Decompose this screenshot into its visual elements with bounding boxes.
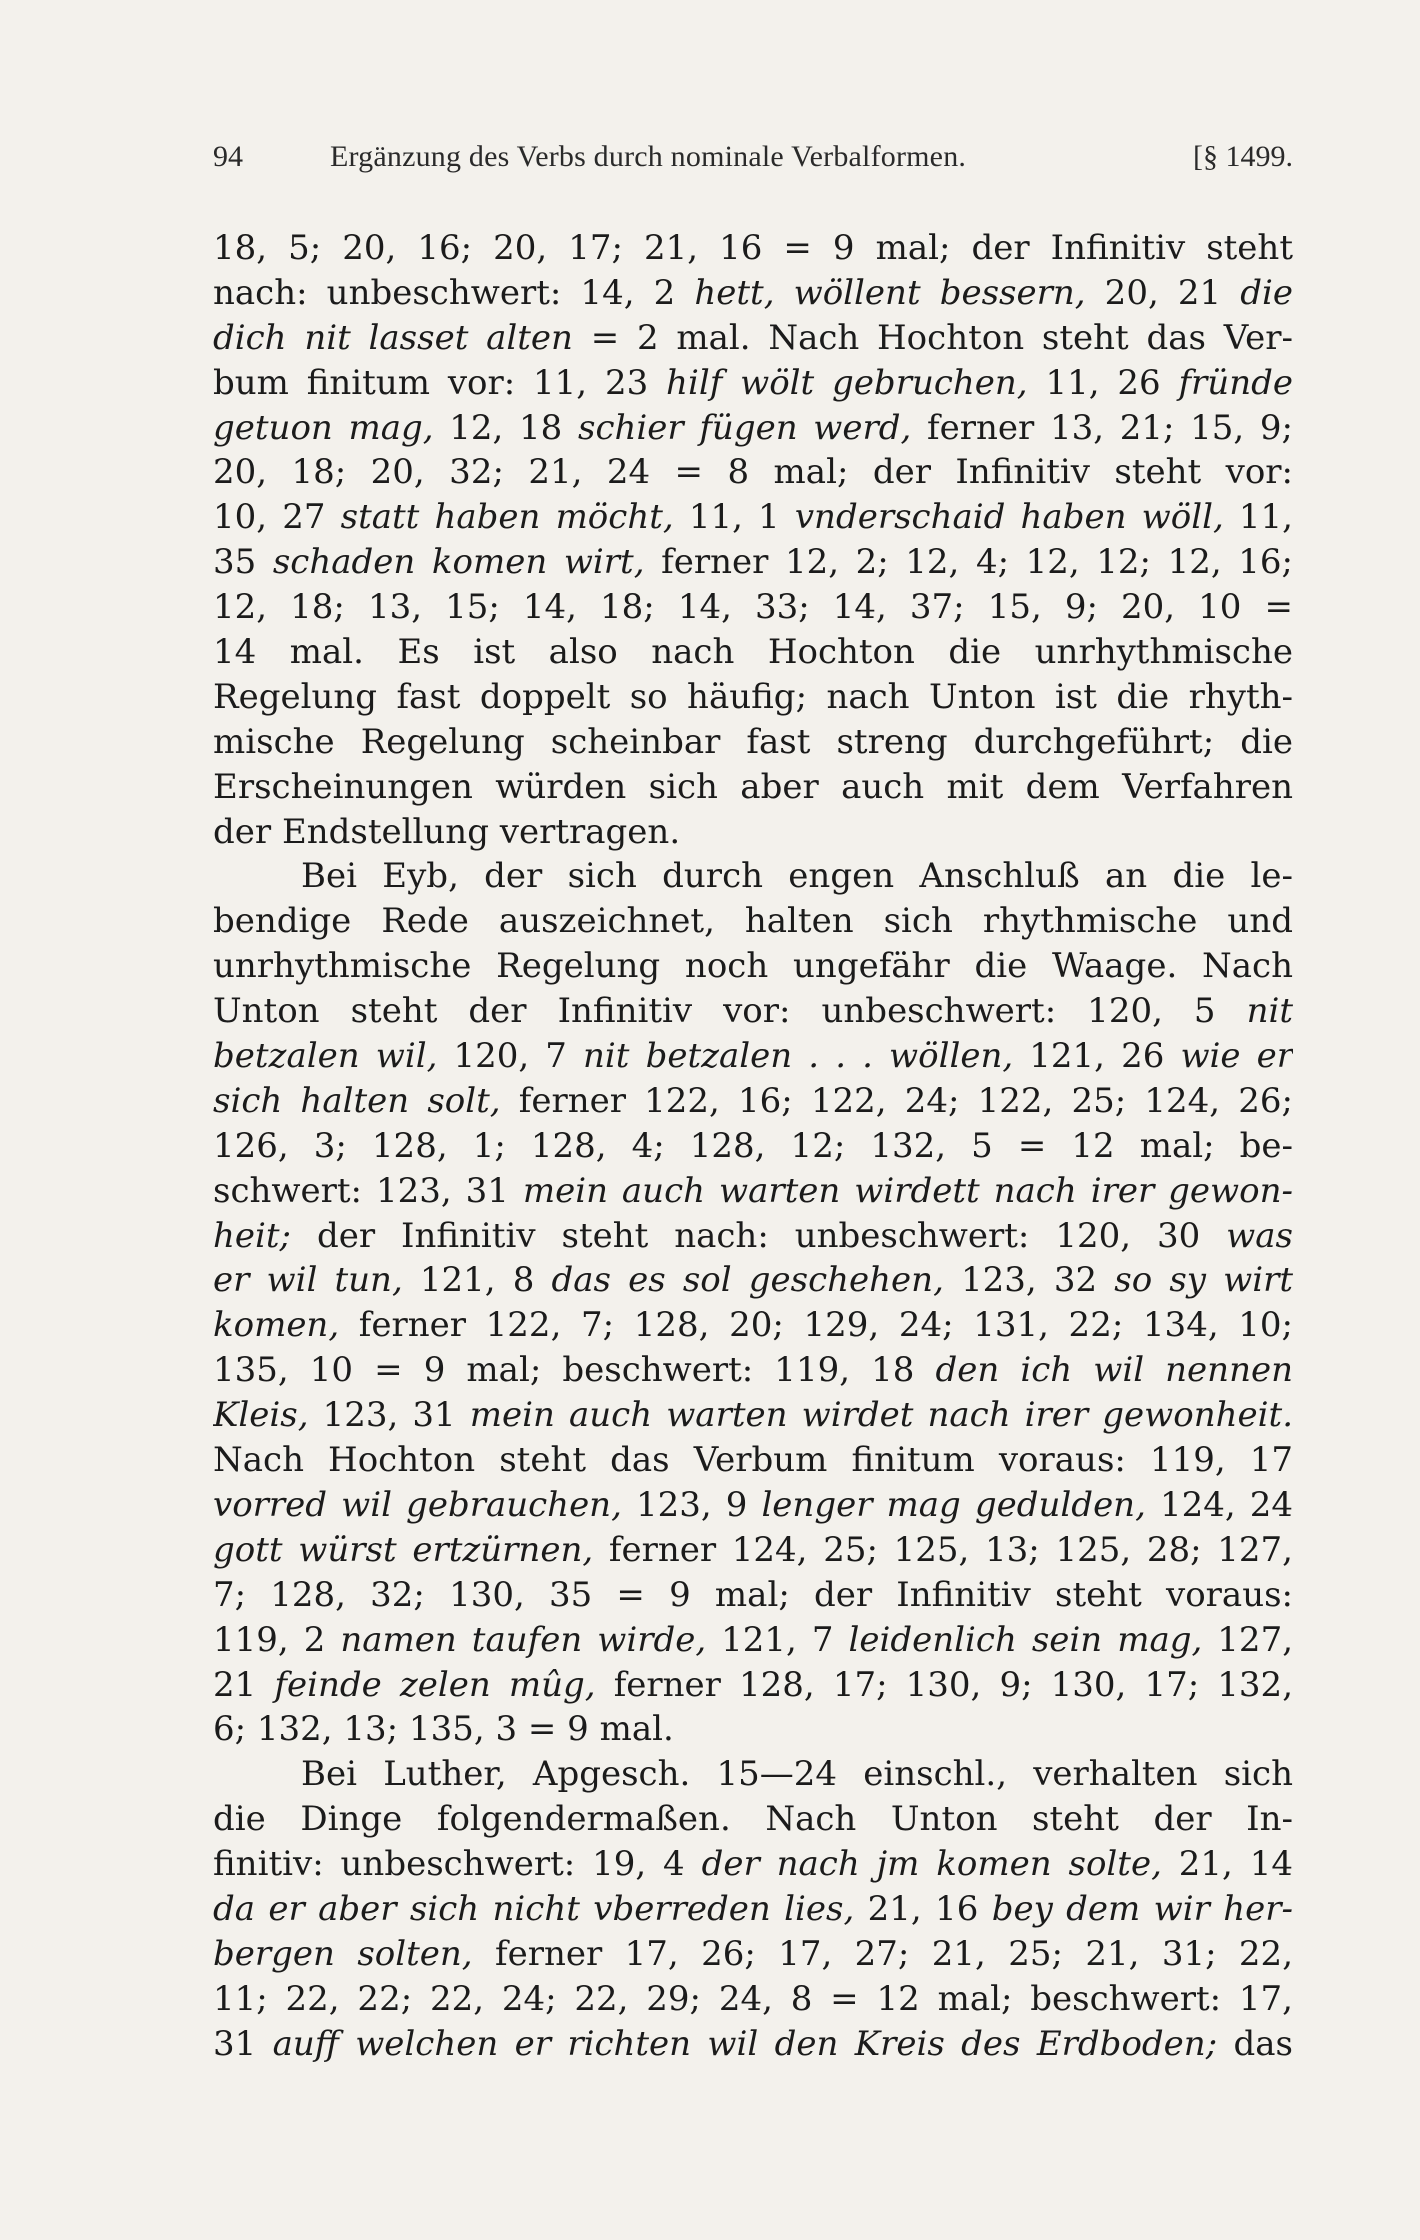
text-line — [213, 361, 1293, 406]
italic-quote: fründe — [1178, 362, 1293, 403]
text-line — [213, 540, 1293, 585]
running-title: Ergänzung des Verbs durch nominale Verbalformen. — [330, 140, 967, 173]
text-run: 123, 9 — [621, 1484, 762, 1525]
text-line — [213, 1303, 1293, 1348]
text-run: 18, 5; 20, 16; 20, 17; 21, 16 = 9 mal; der Infinitiv steht — [213, 228, 1293, 268]
text-line — [213, 406, 1293, 451]
italic-quote: leidenlich sein mag, — [848, 1619, 1203, 1660]
italic-quote: heit; — [213, 1215, 292, 1256]
text-run: = 2 mal. Nach Hochton steht das Ver- — [572, 317, 1293, 358]
text-run: 12, 18; 13, 15; 14, 18; 14, 33; 14, 37; 15, 9; 20, 10 = — [213, 587, 1293, 628]
text-run: nach: unbeschwert: 14, 2 — [213, 272, 695, 313]
text-run: 126, 3; 128, 1; 128, 4; 128, 12; 132, 5 = 12 mal; be- — [213, 1125, 1293, 1166]
italic-quote: lenger mag gedulden, — [761, 1484, 1146, 1525]
text-run: 21 — [213, 1664, 275, 1705]
italic-quote: die — [1240, 272, 1293, 313]
italic-quote: komen, — [213, 1305, 340, 1346]
text-line — [213, 720, 1293, 765]
text-line — [213, 316, 1293, 361]
italic-quote: wie er — [1180, 1036, 1293, 1077]
text-run: 21, 16 — [854, 1888, 992, 1929]
text-line — [213, 585, 1293, 630]
text-line — [213, 989, 1293, 1034]
text-run: 11, — [1223, 497, 1293, 538]
text-run: ferner 128, 17; 130, 9; 130, 17; 132, — [595, 1664, 1293, 1705]
text-run: 119, 2 — [213, 1619, 341, 1660]
text-run: 21, 14 — [1161, 1844, 1293, 1885]
text-line — [213, 1348, 1293, 1393]
text-run: Nach Hochton steht das Verbum finitum voraus: 119, 17 — [213, 1440, 1293, 1481]
italic-quote: was — [1226, 1215, 1293, 1256]
text-line — [213, 1932, 1293, 1977]
text-run: ferner 17, 26; 17, 27; 21, 25; 21, 31; 22, — [472, 1933, 1293, 1974]
italic-quote: das es sol geschehen, — [551, 1260, 944, 1301]
text-run: die Dinge folgendermaßen. Nach Unton steht der In- — [213, 1799, 1293, 1840]
italic-quote: er wil tun, — [213, 1260, 403, 1301]
text-line — [213, 1887, 1293, 1932]
italic-quote: schaden komen wirt, — [272, 542, 645, 583]
text-run: 135, 10 = 9 mal; beschwert: 119, 18 — [213, 1350, 936, 1391]
text-line — [213, 226, 1293, 271]
body-text — [213, 226, 1293, 2067]
text-line — [213, 675, 1293, 720]
italic-quote: sich halten solt, — [213, 1080, 501, 1121]
italic-quote: bergen solten, — [213, 1933, 473, 1974]
text-run: Bei Eyb, der sich durch engen Anschluß an die le- — [301, 856, 1293, 897]
text-line — [213, 1079, 1293, 1124]
text-run: der Endstellung vertragen. — [213, 811, 681, 852]
text-line — [213, 1124, 1293, 1169]
text-line — [213, 2022, 1293, 2067]
text-run: 20, 21 — [1085, 272, 1241, 313]
text-run: ferner 13, 21; 15, 9; — [911, 407, 1293, 448]
text-run: 6; 132, 13; 135, 3 = 9 mal. — [213, 1709, 674, 1750]
text-line — [213, 1618, 1293, 1663]
text-run: Bei Luther, Apgesch. 15—24 einschl., verhalten sich — [301, 1754, 1293, 1795]
text-run: 121, 26 — [1013, 1036, 1181, 1077]
italic-quote: namen taufen wirde, — [340, 1619, 707, 1660]
text-run: schwert: 123, 31 — [213, 1170, 523, 1211]
text-run: unrhythmische Regelung noch ungefähr die Waage. Nach — [213, 946, 1293, 987]
italic-quote: feinde zelen mûg, — [274, 1664, 596, 1705]
italic-quote: getuon mag, — [213, 407, 434, 448]
text-run: 121, 7 — [706, 1619, 849, 1660]
text-run: der Infinitiv steht nach: unbeschwert: 120, 30 — [291, 1215, 1227, 1256]
text-line — [213, 765, 1293, 810]
text-run: Regelung fast doppelt so häufig; nach Unton ist die rhyth- — [213, 676, 1293, 717]
text-line — [213, 1663, 1293, 1708]
text-run: 10, 27 — [213, 497, 341, 538]
section-reference: [§ 1499. — [1193, 140, 1293, 173]
text-run: 31 — [213, 2023, 273, 2064]
text-run: ferner 122, 16; 122, 24; 122, 25; 124, 26; — [500, 1080, 1293, 1121]
text-run: 12, 18 — [433, 407, 579, 448]
italic-quote: mein auch warten wirdett nach irer gewon- — [522, 1170, 1293, 1211]
text-line — [213, 1797, 1293, 1842]
italic-quote: der nach jm komen solte, — [701, 1844, 1162, 1885]
italic-quote: betzalen wil, — [213, 1036, 438, 1077]
text-line — [213, 450, 1293, 495]
text-run: 20, 18; 20, 32; 21, 24 = 8 mal; der Infinitiv steht vor: — [213, 452, 1293, 493]
text-line — [213, 1034, 1293, 1079]
italic-quote: vorred wil gebrauchen, — [213, 1484, 622, 1525]
running-header — [213, 140, 1293, 180]
text-run: 11; 22, 22; 22, 24; 22, 29; 24, 8 = 12 mal; beschwert: 17, — [213, 1978, 1293, 2019]
italic-quote: hett, wöllent bessern, — [694, 272, 1086, 313]
text-run: bendige Rede auszeichnet, halten sich rhythmische und — [213, 901, 1293, 942]
italic-quote: mein auch warten wirdet nach irer gewonheit. — [469, 1395, 1293, 1436]
italic-quote: so sy wirt — [1114, 1260, 1293, 1301]
text-run: 7; 128, 32; 130, 35 = 9 mal; der Infinitiv steht voraus: — [213, 1574, 1293, 1615]
text-run: finitiv: unbeschwert: 19, 4 — [213, 1844, 702, 1885]
italic-quote: vnderschaid haben wöll, — [794, 497, 1224, 538]
italic-quote: hilf wölt gebruchen, — [666, 362, 1028, 403]
text-line — [213, 1214, 1293, 1259]
text-line — [213, 271, 1293, 316]
text-line — [213, 1752, 1293, 1797]
italic-quote: dich nit lasset alten — [213, 317, 573, 358]
text-line — [213, 899, 1293, 944]
text-run: 11, 26 — [1027, 362, 1179, 403]
text-line — [213, 854, 1293, 899]
text-line — [213, 1977, 1293, 2022]
text-line — [213, 1169, 1293, 1214]
text-line — [213, 1842, 1293, 1887]
text-run: Erscheinungen würden sich aber auch mit dem Verfahren — [213, 766, 1293, 807]
text-line — [213, 630, 1293, 675]
text-run: 123, 32 — [943, 1260, 1115, 1301]
text-line — [213, 1438, 1293, 1483]
text-run: ferner 124, 25; 125, 13; 125, 28; 127, — [593, 1529, 1293, 1570]
text-line — [213, 944, 1293, 989]
italic-quote: schier fügen werd, — [578, 407, 912, 448]
italic-quote: nit betzalen . . . wöllen, — [583, 1036, 1014, 1077]
page-number: 94 — [213, 140, 243, 173]
text-run: 123, 31 — [308, 1395, 470, 1436]
italic-quote: den ich wil nennen — [935, 1350, 1293, 1391]
text-run: 124, 24 — [1145, 1484, 1293, 1525]
text-run: mische Regelung scheinbar fast streng durchgeführt; die — [213, 721, 1293, 762]
text-line — [213, 495, 1293, 540]
italic-quote: statt haben möcht, — [340, 497, 674, 538]
text-run: 14 mal. Es ist also nach Hochton die unrhythmische — [213, 632, 1293, 673]
text-run: 120, 7 — [437, 1036, 584, 1077]
text-line — [213, 1573, 1293, 1618]
text-run: das — [1217, 2023, 1293, 2064]
italic-quote: gott würst ertzürnen, — [213, 1529, 594, 1570]
italic-quote: auff welchen er richten wil den Kreis des Erdboden; — [272, 2023, 1218, 2064]
italic-quote: nit — [1246, 991, 1293, 1032]
text-run: ferner 12, 2; 12, 4; 12, 12; 12, 16; — [644, 542, 1293, 583]
text-run: 35 — [213, 542, 273, 583]
text-line — [213, 1393, 1293, 1438]
text-run: bum finitum vor: 11, 23 — [213, 362, 667, 403]
italic-quote: da er aber sich nicht vberreden lies, — [213, 1888, 855, 1929]
text-run: ferner 122, 7; 128, 20; 129, 24; 131, 22; 134, 10; — [339, 1305, 1293, 1346]
text-line — [213, 1707, 1293, 1752]
text-line — [213, 1483, 1293, 1528]
text-line — [213, 1258, 1293, 1303]
text-run: 11, 1 — [673, 497, 795, 538]
text-line — [213, 1528, 1293, 1573]
italic-quote: bey dem wir her- — [991, 1888, 1293, 1929]
text-run: 121, 8 — [402, 1260, 552, 1301]
text-run: Unton steht der Infinitiv vor: unbeschwert: 120, 5 — [213, 991, 1247, 1032]
text-line — [213, 810, 1293, 855]
text-run: 127, — [1202, 1619, 1293, 1660]
italic-quote: Kleis, — [213, 1395, 309, 1436]
